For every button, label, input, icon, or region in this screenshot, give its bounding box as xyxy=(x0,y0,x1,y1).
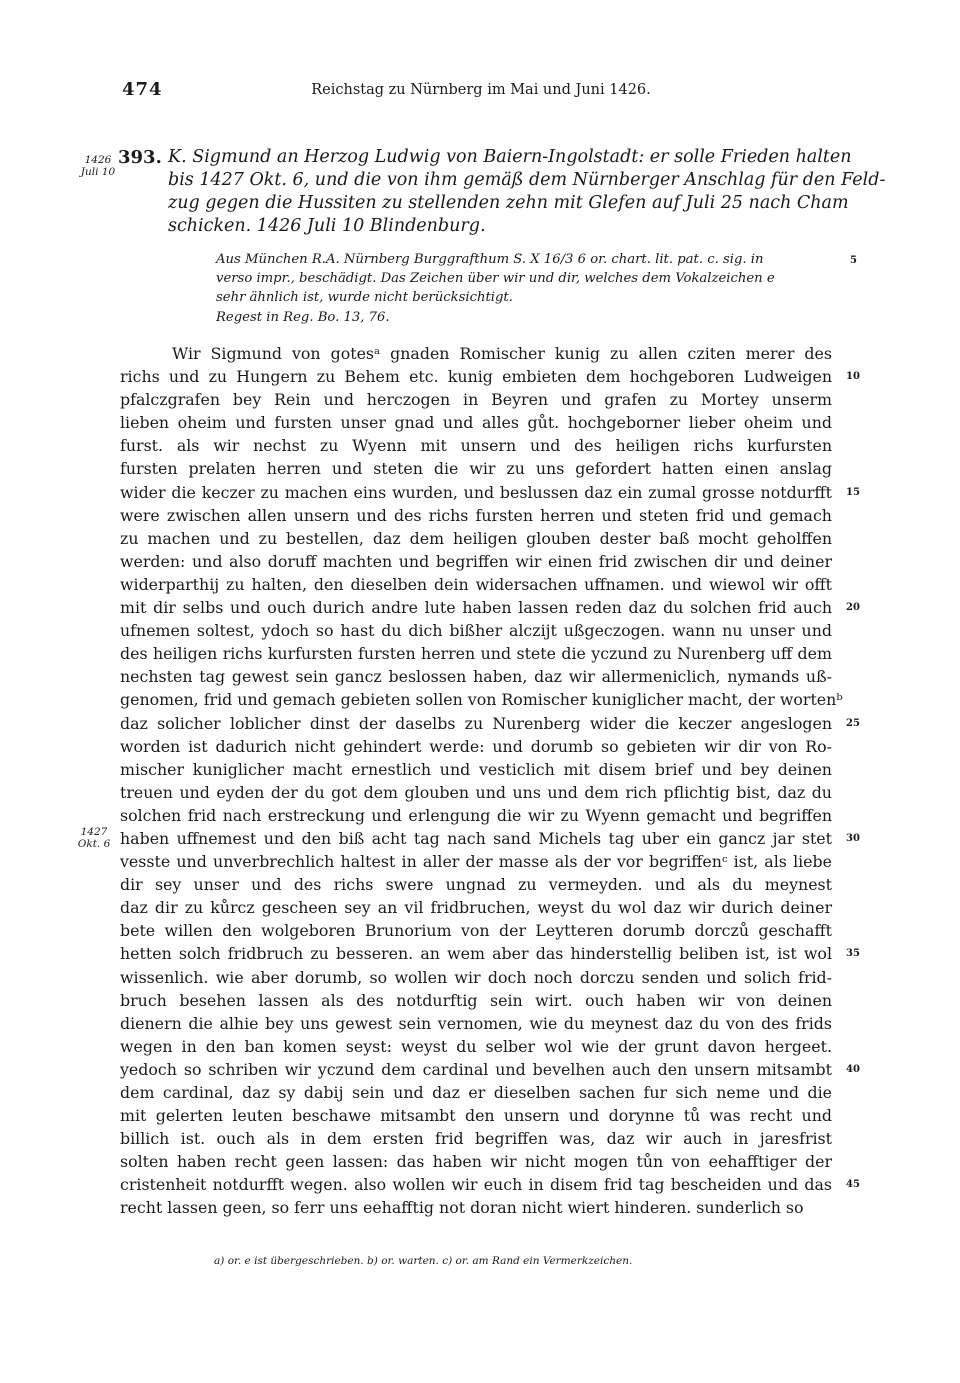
body-line: widerparthij zu halten, den dieselben dein widersachen uffnamen. und wiewol wir offt xyxy=(120,574,832,594)
body-line: daz solicher loblicher dinst der daselbs zu Nurenberg wider die keczer angeslogen xyxy=(120,713,832,733)
body-line: treuen und eyden der du got dem glouben und uns und dem rich pflichtig bist, daz du xyxy=(120,782,832,802)
body-line: hetten solch fridbruch zu besseren. an wem aber das hinderstellig beliben ist, ist wol xyxy=(120,944,832,964)
body-line: cristenheit notdurfft wegen. also wollen wir euch in disem frid tag bescheiden und das xyxy=(120,1175,832,1195)
body-line: were zwischen allen unsern und des richs fursten herren und steten frid und gemach xyxy=(120,505,832,525)
body-line: ufnemen soltest, ydoch so hast du dich bißher alczijt ußgeczogen. wann nu unser und xyxy=(120,621,832,641)
body-line: bete willen den wolgeboren Brunorium von der Leytteren dorumb dorczů geschafft xyxy=(120,921,832,941)
page-number: 474 xyxy=(122,79,163,100)
body-text xyxy=(120,342,843,1220)
source-line: verso impr., beschädigt. Das Zeichen über wir und dir, welches dem Vokalzeichen e xyxy=(216,271,775,287)
body-line: richs und zu Hungern zu Behem etc. kunig embieten dem hochgeboren Ludweigen xyxy=(120,367,832,387)
body-line: pfalczgrafen bey Rein und herczogen in Beyren und grafen zu Mortey unserm xyxy=(120,390,832,410)
body-line: fursten prelaten herren und steten die wir zu uns gefordert hatten einen anslag xyxy=(120,459,832,479)
line-number: 15 xyxy=(846,487,860,498)
line-number: 35 xyxy=(846,948,860,959)
body-line: mit gelerten leuten beschawe mitsambt den unsern und dorynne tů was recht und xyxy=(120,1106,832,1126)
body-line: vesste und unverbrechlich haltest in aller der masse als der vor begriffenᶜ ist, als liebe xyxy=(120,852,832,872)
source-line: Aus München R.A. Nürnberg Burggrafthum S. X 16/3 6 or. chart. lit. pat. c. sig. in xyxy=(216,252,764,267)
body-line: wider die keczer zu machen eins wurden, und beslussen daz ein zumal grosse notdurfft xyxy=(120,482,832,502)
line-number: 20 xyxy=(846,602,860,613)
margin-date-year: 1427 xyxy=(80,826,108,838)
body-line: zu machen und zu bestellen, daz dem heiligen glouben dester baß mocht geholffen xyxy=(120,528,832,548)
body-line: haben uffnemest und den biß acht tag nach sand Michels tag uber ein gancz jar stet xyxy=(120,828,832,848)
body-line: yedoch so schriben wir yczund dem cardinal und bevelhen auch den unsern mitsambt xyxy=(120,1059,832,1079)
body-line: werden: und also doruff machten und begriffen wir einen frid zwischen dir und deiner xyxy=(120,551,832,571)
source-line: sehr ähnlich ist, wurde nicht berücksichtigt. xyxy=(216,290,513,306)
body-line: furst. als wir nechst zu Wyenn mit unsern und des heiligen richs kurfursten xyxy=(120,436,832,456)
margin-date-year: 1426 xyxy=(84,154,112,166)
body-line: solchen frid nach erstreckung und erlengung die wir zu Wyenn gemacht und begriffen xyxy=(120,805,832,825)
body-line: mit dir selbs und ouch durich andre lute haben lassen reden daz du solchen frid auch xyxy=(120,598,832,618)
body-line: lieben oheim und fursten unser gnad und alles gůt. hochgeborner lieber oheim und xyxy=(120,413,832,433)
line-number: 25 xyxy=(846,718,860,729)
header-line: K. Sigmund an Herzog Ludwig von Baiern-Ingolstadt: er solle Frieden halten xyxy=(168,147,852,167)
body-line: mischer kuniglicher macht ernestlich und vesticlich mit disem brief und bey deinen xyxy=(120,759,832,779)
document-number: 393. xyxy=(118,147,162,168)
body-line: wegen in den ban komen seyst: weyst du selber wol wie der grunt davon hergeet. xyxy=(120,1036,832,1056)
body-line: recht lassen geen, so ferr uns eehafftig not doran nicht wiert hinderen. sunderlich so xyxy=(120,1198,804,1218)
body-line: dienern die alhie bey uns gewest sein vernomen, wie du meynest daz du von des frids xyxy=(120,1013,832,1033)
header-line: zug gegen die Hussiten zu stellenden zehn mit Glefen auf Juli 25 nach Cham xyxy=(168,193,849,213)
body-line: daz dir zu kůrcz gescheen sey an vil fridbruchen, weyst du wol daz wir durich deiner xyxy=(120,898,832,918)
line-number: 5 xyxy=(850,255,857,266)
body-line: genomen, frid und gemach gebieten sollen von Romischer kuniglicher macht, der wortenᵇ xyxy=(120,690,843,710)
body-line: billich ist. ouch als in dem ersten frid begriffen was, daz wir auch in jaresfrist xyxy=(120,1129,832,1149)
margin-date-body xyxy=(70,826,118,850)
line-number: 30 xyxy=(846,833,860,844)
body-line: worden ist dadurich nicht gehindert werde: und dorumb so gebieten wir dir von Ro- xyxy=(120,736,832,756)
body-line: dir sey unser und des richs swere ungnad zu vermeyden. und als du meynest xyxy=(120,875,832,895)
body-line: bruch besehen lassen als des notdurftig sein wirt. ouch haben wir von deinen xyxy=(120,990,832,1010)
footnotes: a) or. e ist übergeschrieben. b) or. warten. c) or. am Rand ein Vermerkzeichen. xyxy=(214,1255,633,1267)
margin-date-top xyxy=(74,154,122,178)
source-note xyxy=(216,250,840,327)
body-line: dem cardinal, daz sy dabij sein und daz er dieselben sachen fur sich neme und die xyxy=(120,1083,832,1102)
line-number: 40 xyxy=(846,1064,860,1075)
margin-date-day: Juli 10 xyxy=(80,166,116,178)
body-line: solten haben recht geen lassen: das haben wir nicht mogen tůn von eehafftiger der xyxy=(120,1152,832,1172)
body-line: wissenlich. wie aber dorumb, so wollen wir doch noch dorczu senden und solich frid- xyxy=(120,967,832,987)
document-header xyxy=(118,146,886,238)
running-head: Reichstag zu Nürnberg im Mai und Juni 1426. xyxy=(311,82,651,98)
body-line: des heiligen richs kurfursten fursten herren und stete die yczund zu Nurenberg uff dem xyxy=(120,644,832,664)
margin-date-day: Okt. 6 xyxy=(77,838,111,850)
body-line: nechsten tag gewest sein gancz beslossen haben, daz wir allermeniclich, nymands uß- xyxy=(120,667,832,687)
header-line: bis 1427 Okt. 6, und die von ihm gemäß dem Nürnberger Anschlag für den Feld- xyxy=(168,170,886,190)
body-line: Wir Sigmund von gotesᵃ gnaden Romischer kunig zu allen cziten merer des xyxy=(172,344,832,363)
line-number: 10 xyxy=(846,371,860,382)
source-line: Regest in Reg. Bo. 13, 76. xyxy=(216,309,390,325)
line-number: 45 xyxy=(846,1179,860,1190)
header-line: schicken. 1426 Juli 10 Blindenburg. xyxy=(168,216,486,236)
